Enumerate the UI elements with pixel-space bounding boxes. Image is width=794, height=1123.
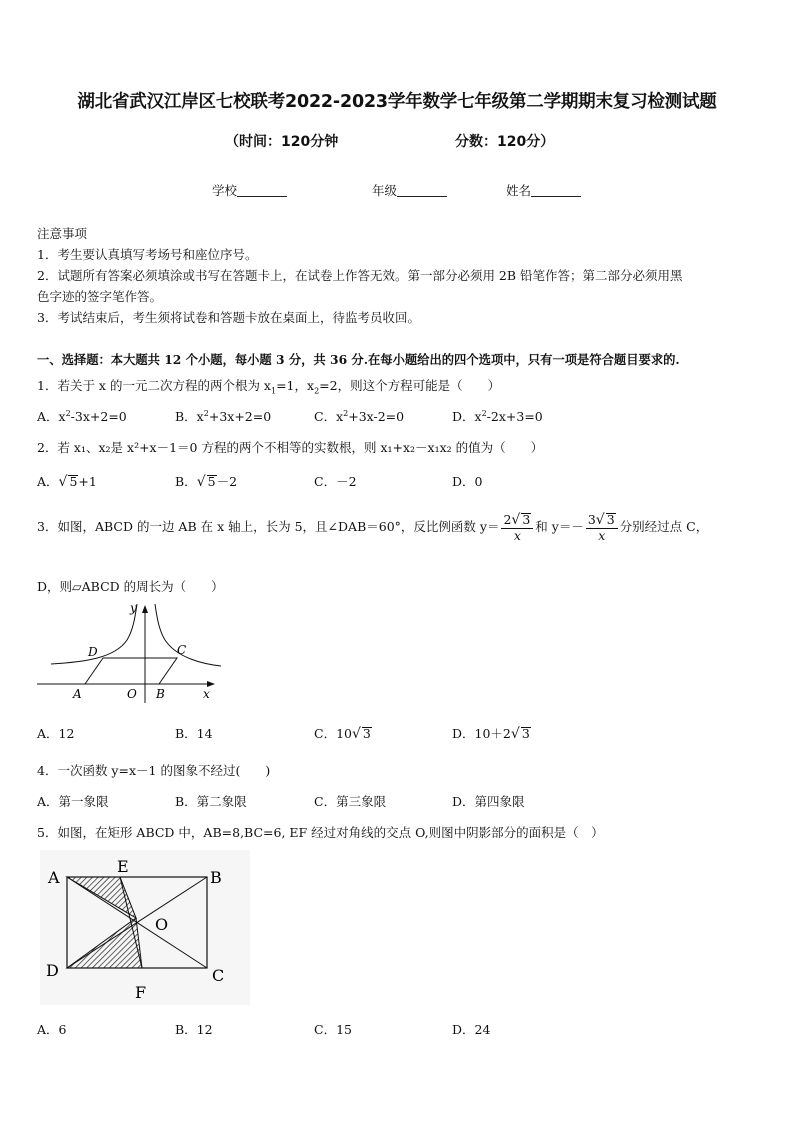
- q3-option-a[interactable]: A．12: [37, 726, 75, 741]
- question-2-stem: 2．若 x₁、x₂是 x²+x－1＝0 方程的两个不相等的实数根，则 x₁+x₂－x₁x₂ 的值为（ ）: [37, 440, 544, 455]
- label-f: F: [135, 983, 147, 1002]
- label-c: C: [177, 643, 187, 657]
- y-axis-arrow: [142, 605, 148, 613]
- label-y: y: [130, 601, 137, 615]
- grade-field[interactable]: [372, 181, 447, 199]
- label-a: A: [73, 687, 82, 701]
- school-label: 学校: [212, 183, 238, 198]
- label-d: D: [46, 961, 59, 980]
- q4-option-c[interactable]: C．第三象限: [314, 794, 387, 809]
- exam-title: 湖北省武汉江岸区七校联考2022-2023学年数学七年级第二学期期末复习检测试题: [77, 92, 717, 112]
- right-hyperbola-branch: [155, 604, 221, 666]
- label-d: D: [88, 645, 98, 659]
- label-o: O: [155, 915, 169, 934]
- q4-option-b[interactable]: B．第二象限: [175, 794, 247, 809]
- question-1-stem: 1．若关于 x 的一元二次方程的两个根为 $x_1=1$，$x_2=2$，则这个方程可能是（ ）: [37, 378, 501, 396]
- q3-option-b[interactable]: B．14: [175, 726, 213, 741]
- question-5-stem: 5．如图，在矩形 ABCD 中，AB=8,BC=6, EF 经过对角线的交点 O,则图中阴影部分的面积是（ ）: [37, 825, 604, 840]
- parallelogram-abcd: [85, 658, 177, 684]
- q1-option-d[interactable]: D．$x^2-2x+3=0$: [452, 408, 543, 424]
- q5-option-c[interactable]: C．15: [314, 1022, 352, 1037]
- name-label: 姓名: [506, 183, 532, 198]
- q3-option-d[interactable]: D．10＋2√ 3: [452, 726, 530, 742]
- label-x: x: [203, 687, 210, 701]
- q2-option-b[interactable]: B．√ 5－2: [175, 474, 238, 490]
- rectangle-shaded-figure: [40, 850, 250, 1005]
- grade-blank[interactable]: [397, 184, 447, 197]
- q3-option-c[interactable]: C．10√ 3: [314, 726, 371, 742]
- parallelogram-hyperbola-figure: [35, 600, 225, 705]
- label-e: E: [117, 857, 129, 876]
- q1-option-c[interactable]: C．$x^2+3x-2=0$: [314, 408, 405, 424]
- fraction-2sqrt3-over-x: $\frac{2√ 3}{x}$: [501, 512, 533, 543]
- label-a: A: [48, 868, 60, 887]
- school-field[interactable]: [212, 181, 287, 199]
- label-b: B: [210, 868, 222, 887]
- q5-option-a[interactable]: A．6: [37, 1022, 67, 1037]
- fraction-3sqrt3-over-x: $\frac{3√ 3}{x}$: [586, 512, 618, 543]
- name-field[interactable]: [506, 181, 581, 199]
- question-4-stem: 4．一次函数 y=x－1 的图象不经过( ): [37, 763, 271, 778]
- q2-option-c[interactable]: C．－2: [314, 474, 357, 489]
- exam-score: 分数：120分）: [455, 134, 555, 150]
- label-o: O: [127, 687, 137, 701]
- q5-option-d[interactable]: D．24: [452, 1022, 491, 1037]
- school-blank[interactable]: [237, 184, 287, 197]
- name-blank[interactable]: [531, 184, 581, 197]
- q4-option-d[interactable]: D．第四象限: [452, 794, 525, 809]
- label-b: B: [156, 687, 165, 701]
- q5-option-b[interactable]: B．12: [175, 1022, 213, 1037]
- section-heading: 一、选择题：本大题共 12 个小题，每小题 3 分，共 36 分.在每小题给出的四个选项中，只有一项是符合题目要求的.: [37, 352, 680, 367]
- label-c: C: [212, 966, 225, 985]
- note-item: 1．考生要认真填写考场号和座位序号。: [37, 247, 258, 262]
- q1-option-b[interactable]: B．$x^2+3x+2=0$: [175, 408, 272, 424]
- notes-heading: 注意事项: [37, 226, 88, 241]
- note-item: 色字迹的签字笔作答。: [37, 289, 163, 304]
- grade-label: 年级: [372, 183, 398, 198]
- q2-option-d[interactable]: D．0: [452, 474, 483, 489]
- note-item: 3．考试结束后，考生须将试卷和答题卡放在桌面上，待监考员收回。: [37, 310, 420, 325]
- q2-option-a[interactable]: A．√ 5+1: [37, 474, 97, 490]
- exam-time: （时间：120分钟: [225, 134, 339, 150]
- note-item: 2．试题所有答案必须填涂或书写在答题卡上，在试卷上作答无效。第一部分必须用 2B 铅笔作答；第二部分必须用黑: [37, 268, 683, 283]
- question-3-stem-cont: D，则▱ABCD 的周长为（ ）: [37, 579, 224, 594]
- q4-option-a[interactable]: A．第一象限: [37, 794, 109, 809]
- q1-option-a[interactable]: A．$x^2-3x+2=0$: [37, 408, 127, 424]
- question-3-stem: 3．如图，ABCD 的一边 AB 在 x 轴上，长为 5，且∠DAB＝60°，反比例函数 y＝ $\frac{2√ 3}{x}$ 和 y＝－ $\frac{3√ 3}{x}$ 分别经过点 C，: [37, 512, 709, 544]
